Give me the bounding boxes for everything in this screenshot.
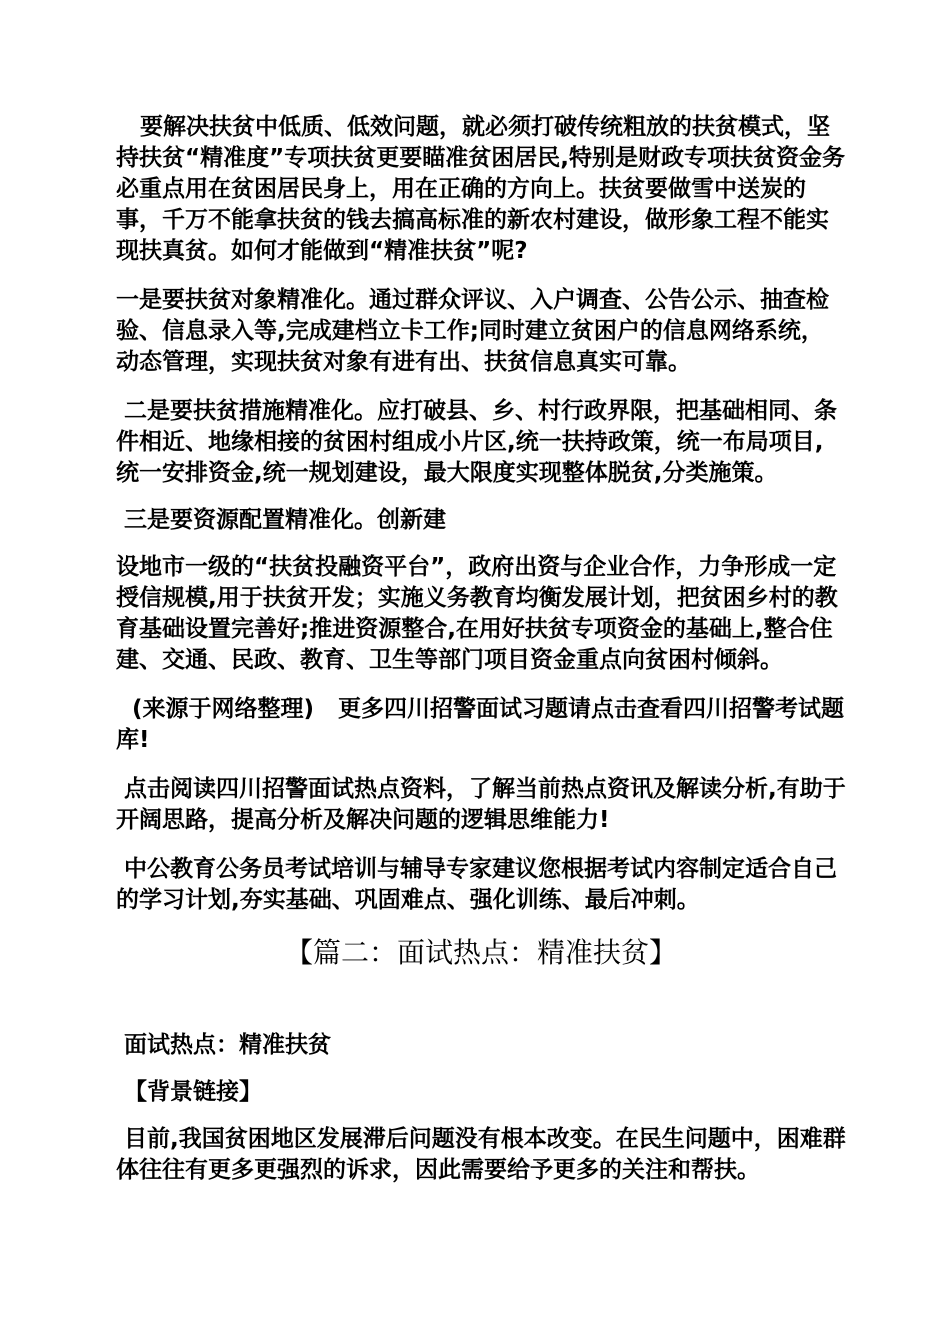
document-body bbox=[116, 112, 846, 1186]
paragraph-point-two: 二是要扶贫措施精准化。应打破县、乡、村行政界限，把基础相同、条件相近、地缘相接的贫困村组成小片区,统一扶持政策，统一布局项目,统一安排资金,统一规划建设，最大限度实现整体脱贫,分类施策。 bbox=[116, 398, 838, 486]
section-heading: 面试热点：精准扶贫 bbox=[116, 1032, 332, 1058]
paragraph-read-more: 点击阅读四川招警面试热点资料，了解当前热点资讯及解读分析,有助于开阔思路，提高分析及解决问题的逻辑思维能力! bbox=[116, 776, 846, 833]
section-background-label: 【背景链接】 bbox=[116, 1079, 263, 1105]
paragraph-intro: 要解决扶贫中低质、低效问题，就必须打破传统粗放的扶贫模式，坚持扶贫“精准度”专项扶贫更要瞄准贫困居民,特别是财政专项扶贫资金务必重点用在贫困居民身上，用在正确的方向上。扶贫要做雪中送炭的事，千万不能拿扶贫的钱去搞高标准的新农村建设，做形象工程不能实现扶真贫。如何才能做到“精准扶贫”呢? bbox=[116, 114, 845, 264]
paragraph-point-one: 一是要扶贫对象精准化。通过群众评议、入户调查、公告公示、抽查检验、信息录入等,完成建档立卡工作;同时建立贫困户的信息网络系统，动态管理，实现扶贫对象有进有出、扶贫信息真实可靠。 bbox=[116, 287, 829, 375]
section-title: 【篇二：面试热点：精准扶贫】 bbox=[284, 936, 677, 969]
section-background-text: 目前,我国贫困地区发展滞后问题没有根本改变。在民生问题中，困难群体往往有更多更强烈的诉求，因此需要给予更多的关注和帮扶。 bbox=[116, 1126, 846, 1183]
paragraph-advice: 中公教育公务员考试培训与辅导专家建议您根据考试内容制定适合自己的学习计划,夯实基础、巩固难点、强化训练、最后冲刺。 bbox=[116, 856, 838, 913]
paragraph-point-three-cont: 设地市一级的“扶贫投融资平台”，政府出资与企业合作，力争形成一定授信规模,用于扶贫开发；实施义务教育均衡发展计划，把贫困乡村的教育基础设置完善好;推进资源整合,在用好扶贫专项资金的基础上,整合住建、交通、民政、教育、卫生等部门项目资金重点向贫困村倾斜。 bbox=[116, 554, 838, 673]
paragraph-point-three: 三是要资源配置精准化。创新建 bbox=[116, 507, 447, 533]
paragraph-source: (来源于网络整理) 更多四川招警面试习题请点击查看四川招警考试题库! bbox=[116, 696, 845, 753]
